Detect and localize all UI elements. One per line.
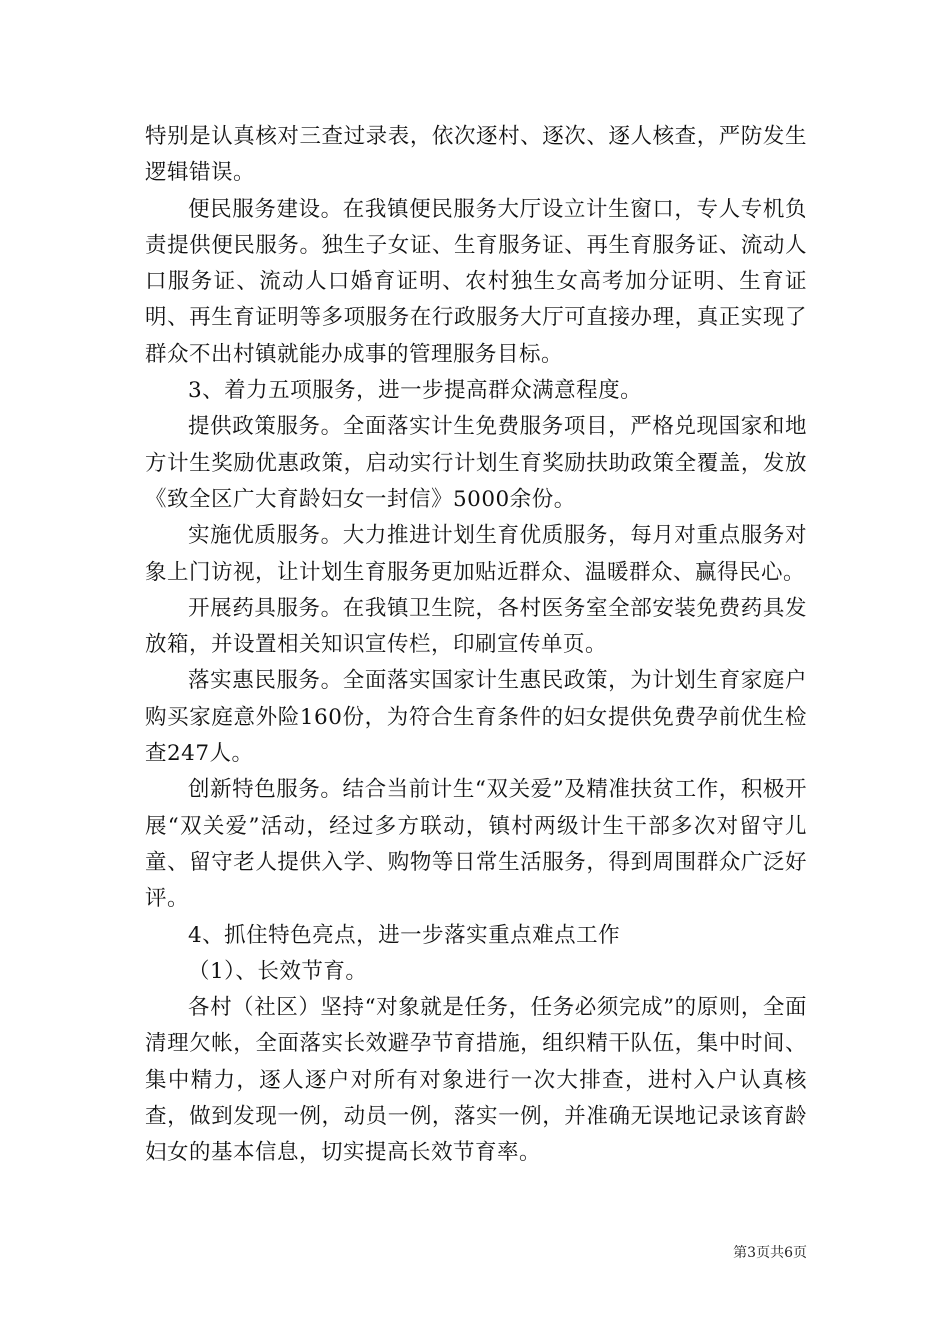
- paragraph-1: 特别是认真核对三查过录表，依次逐村、逐次、逐人核查，严防发生逻辑错误。: [145, 124, 807, 186]
- page-number-footer: 第3页共6页: [733, 1245, 807, 1261]
- paragraph-11: 各村（社区）坚持“对象就是任务，任务必须完成”的原则，全面清理欠帐，全面落实长效避孕节育措施，组织精干队伍，集中时间、集中精力，逐人逐户对所有对象进行一次大排查，进村入户认真核查，做到发现一例，动员一例，落实一例，并准确无误地记录该育龄妇女的基本信息，切实提高长效节育率。: [145, 995, 807, 1166]
- paragraph-9: 4、抓住特色亮点，进一步落实重点难点工作: [188, 922, 621, 948]
- paragraph-4: 提供政策服务。全面落实计生免费服务项目，严格兑现国家和地方计生奖励优惠政策，启动实行计划生育奖励扶助政策全覆盖，发放《致全区广大育龄妇女一封信》5000余份。: [145, 414, 807, 512]
- paragraph-10: （1）、长效节育。: [188, 958, 368, 984]
- paragraph-8: 创新特色服务。结合当前计生“双关爱”及精准扶贫工作，积极开展“双关爱”活动，经过多方联动，镇村两级计生干部多次对留守儿童、留守老人提供入学、购物等日常生活服务，得到周围群众广泛好评。: [145, 777, 807, 912]
- paragraph-6: 开展药具服务。在我镇卫生院，各村医务室全部安装免费药具发放箱，并设置相关知识宣传栏，印刷宣传单页。: [145, 595, 807, 658]
- paragraph-3: 3、着力五项服务，进一步提高群众满意程度。: [188, 378, 643, 404]
- paragraph-7: 落实惠民服务。全面落实国家计生惠民政策，为计划生育家庭户购买家庭意外险160份，为符合生育条件的妇女提供免费孕前优生检查247人。: [145, 668, 807, 767]
- document-body: [145, 119, 807, 1172]
- paragraph-2: 便民服务建设。在我镇便民服务大厅设立计生窗口，专人专机负责提供便民服务。独生子女证、生育服务证、再生育服务证、流动人口服务证、流动人口婚育证明、农村独生女高考加分证明、生育证明、再生育证明等多项服务在行政服务大厅可直接办理，真正实现了群众不出村镇就能办成事的管理服务目标。: [145, 196, 807, 367]
- paragraph-5: 实施优质服务。大力推进计划生育优质服务，每月对重点服务对象上门访视，让计划生育服务更加贴近群众、温暖群众、赢得民心。: [145, 523, 807, 585]
